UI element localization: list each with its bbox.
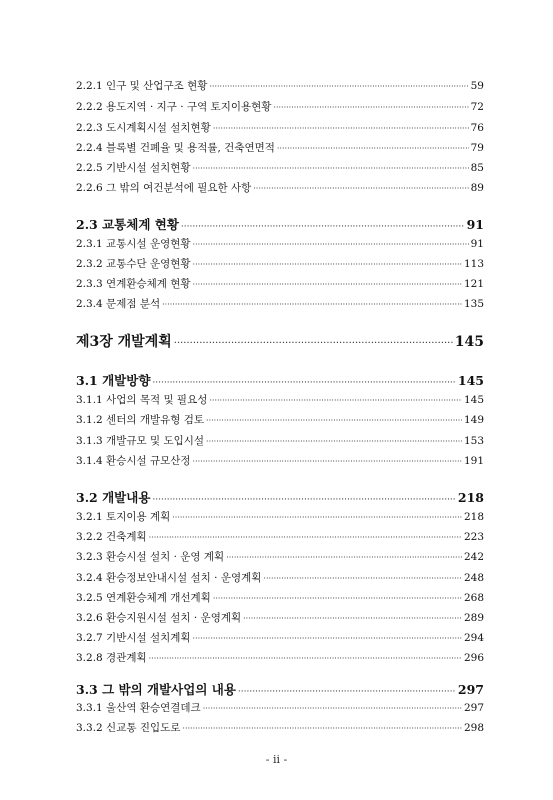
dot-leader (162, 298, 462, 310)
dot-leader (193, 632, 462, 644)
toc-entry[interactable] (76, 488, 484, 506)
toc-entry-page: 294 (463, 632, 484, 644)
toc-entry-page: 72 (470, 101, 484, 113)
toc-entry-title: 제3장 개발계획 (76, 334, 172, 350)
toc-entry[interactable] (76, 529, 484, 544)
toc-entry-page: 289 (463, 612, 484, 624)
toc-entry[interactable] (76, 392, 484, 407)
toc-entry-title: 2.2.5 기반시설 설치현황 (76, 162, 191, 174)
toc-entry-page: 218 (457, 490, 484, 505)
dot-leader (152, 490, 456, 505)
toc-entry[interactable] (76, 331, 484, 351)
dot-leader (213, 592, 462, 604)
toc-entry-page: 59 (470, 80, 484, 92)
toc-entry-title: 3.2.3 환승시설 설치 · 운영 계획 (76, 551, 225, 563)
toc-entry-title: 3.2.7 기반시설 설치계획 (76, 632, 191, 644)
toc-entry-title: 3.1.3 개발규모 및 도입시설 (76, 435, 205, 447)
toc-entry[interactable] (76, 78, 484, 93)
dot-leader (243, 612, 462, 624)
toc-entry-title: 2.3 교통체계 현황 (76, 217, 179, 232)
toc-entry[interactable] (76, 570, 484, 585)
toc-entry[interactable] (76, 276, 484, 291)
toc-entry-page: 248 (463, 572, 484, 584)
dot-leader (174, 334, 453, 350)
toc-entry-title: 3.2.1 토지이용 계획 (76, 511, 171, 523)
toc-entry-title: 3.2.8 경관계획 (76, 652, 147, 664)
dot-leader (263, 572, 462, 584)
toc-entry[interactable] (76, 680, 484, 698)
toc-entry-page: 91 (466, 217, 484, 232)
dot-leader (193, 258, 462, 270)
toc-entry-title: 3.1.4 환승시설 규모산정 (76, 455, 191, 467)
dot-leader (226, 551, 462, 563)
toc-entry-title: 3.2.6 환승지원시설 설치 · 운영계획 (76, 612, 242, 624)
toc-entry[interactable] (76, 453, 484, 468)
dot-leader (193, 162, 469, 174)
toc-entry-title: 2.2.2 용도지역 · 지구 · 구역 토지이용현황 (76, 101, 272, 113)
toc-entry-title: 3.2.4 환승정보안내시설 설치 · 운영계획 (76, 572, 262, 584)
dot-leader (253, 182, 468, 194)
toc-entry-page: 297 (463, 702, 484, 714)
toc-entry[interactable] (76, 236, 484, 251)
dot-leader (152, 373, 456, 388)
toc-entry[interactable] (76, 610, 484, 625)
toc-entry-page: 76 (470, 122, 484, 134)
toc-entry-title: 2.3.4 문제점 분석 (76, 298, 161, 310)
toc-entry-title: 3.3.1 울산역 환승연결데크 (76, 702, 201, 714)
dot-leader (206, 435, 462, 447)
dot-leader (209, 394, 462, 406)
toc-entry[interactable] (76, 650, 484, 665)
dot-leader (206, 414, 462, 426)
toc-entry-title: 3.2 개발내용 (76, 490, 151, 505)
toc-entry-page: 85 (470, 162, 484, 174)
toc-entry-title: 3.1.1 사업의 목적 및 필요성 (76, 394, 208, 406)
dot-leader (238, 682, 456, 697)
toc-entry-page: 121 (463, 278, 484, 290)
toc-entry-title: 2.2.4 블록별 건폐율 및 용적률, 건축연면적 (76, 142, 275, 154)
toc-entry-title: 2.2.3 도시계획시설 설치현황 (76, 122, 211, 134)
toc-entry-page: 149 (463, 414, 484, 426)
dot-leader (182, 722, 462, 734)
toc-entry-page: 297 (457, 682, 484, 697)
toc-entry[interactable] (76, 256, 484, 271)
dot-leader (213, 122, 469, 134)
toc-entry[interactable] (76, 412, 484, 427)
dot-leader (172, 511, 462, 523)
toc-entry-page: 145 (457, 373, 484, 388)
toc-entry-title: 3.2.5 연계환승체계 개선계획 (76, 592, 211, 604)
toc-entry-title: 3.3.2 신교통 진입도로 (76, 722, 181, 734)
toc-entry[interactable] (76, 99, 484, 114)
dot-leader (273, 101, 468, 113)
toc-entry[interactable] (76, 371, 484, 389)
toc-entry[interactable] (76, 590, 484, 605)
dot-leader (193, 455, 462, 467)
toc-entry[interactable] (76, 549, 484, 564)
toc-entry[interactable] (76, 160, 484, 175)
dot-leader (149, 531, 462, 543)
toc-entry[interactable] (76, 720, 484, 735)
toc-entry-title: 3.1.2 센터의 개발유형 검토 (76, 414, 205, 426)
toc-entry-title: 2.3.1 교통시설 운영현황 (76, 238, 191, 250)
toc-entry-title: 3.3 그 밖의 개발사업의 내용 (76, 682, 236, 697)
toc-entry-page: 191 (463, 455, 484, 467)
toc-entry-title: 2.3.2 교통수단 운영현황 (76, 258, 191, 270)
toc-entry[interactable] (76, 120, 484, 135)
dot-leader (181, 217, 465, 232)
toc-entry-page: 242 (463, 551, 484, 563)
toc-entry-title: 2.2.1 인구 및 산업구조 현황 (76, 80, 208, 92)
toc-entry-page: 135 (463, 298, 484, 310)
dot-leader (193, 238, 469, 250)
toc-entry-page: 218 (463, 511, 484, 523)
toc-entry[interactable] (76, 700, 484, 715)
toc-entry[interactable] (76, 180, 484, 195)
dot-leader (209, 80, 468, 92)
toc-entry-title: 3.1 개발방향 (76, 373, 151, 388)
toc-entry-page: 145 (454, 334, 484, 350)
toc-entry[interactable] (76, 630, 484, 645)
toc-entry-page: 113 (463, 258, 484, 270)
dot-leader (193, 278, 462, 290)
dot-leader (277, 142, 469, 154)
toc-entry-page: 89 (470, 182, 484, 194)
dot-leader (149, 652, 462, 664)
toc-entry-title: 2.2.6 그 밖의 여건분석에 필요한 사항 (76, 182, 252, 194)
toc-entry-page: 153 (463, 435, 484, 447)
toc-entry[interactable] (76, 433, 484, 448)
toc-entry-page: 79 (470, 142, 484, 154)
dot-leader (203, 702, 462, 714)
toc-entry-page: 298 (463, 722, 484, 734)
toc-entry[interactable] (76, 140, 484, 155)
toc-entry-page: 296 (463, 652, 484, 664)
toc-entry[interactable] (76, 509, 484, 524)
page-number: - ii - (265, 753, 288, 766)
toc-entry-page: 223 (463, 531, 484, 543)
toc-entry[interactable] (76, 296, 484, 311)
toc-entry-page: 145 (463, 394, 484, 406)
toc-entry[interactable] (76, 215, 484, 233)
toc-entry-title: 2.3.3 연계환승체계 현황 (76, 278, 191, 290)
toc-entry-title: 3.2.2 건축계획 (76, 531, 147, 543)
toc-entry-page: 268 (463, 592, 484, 604)
toc-entry-page: 91 (470, 238, 484, 250)
